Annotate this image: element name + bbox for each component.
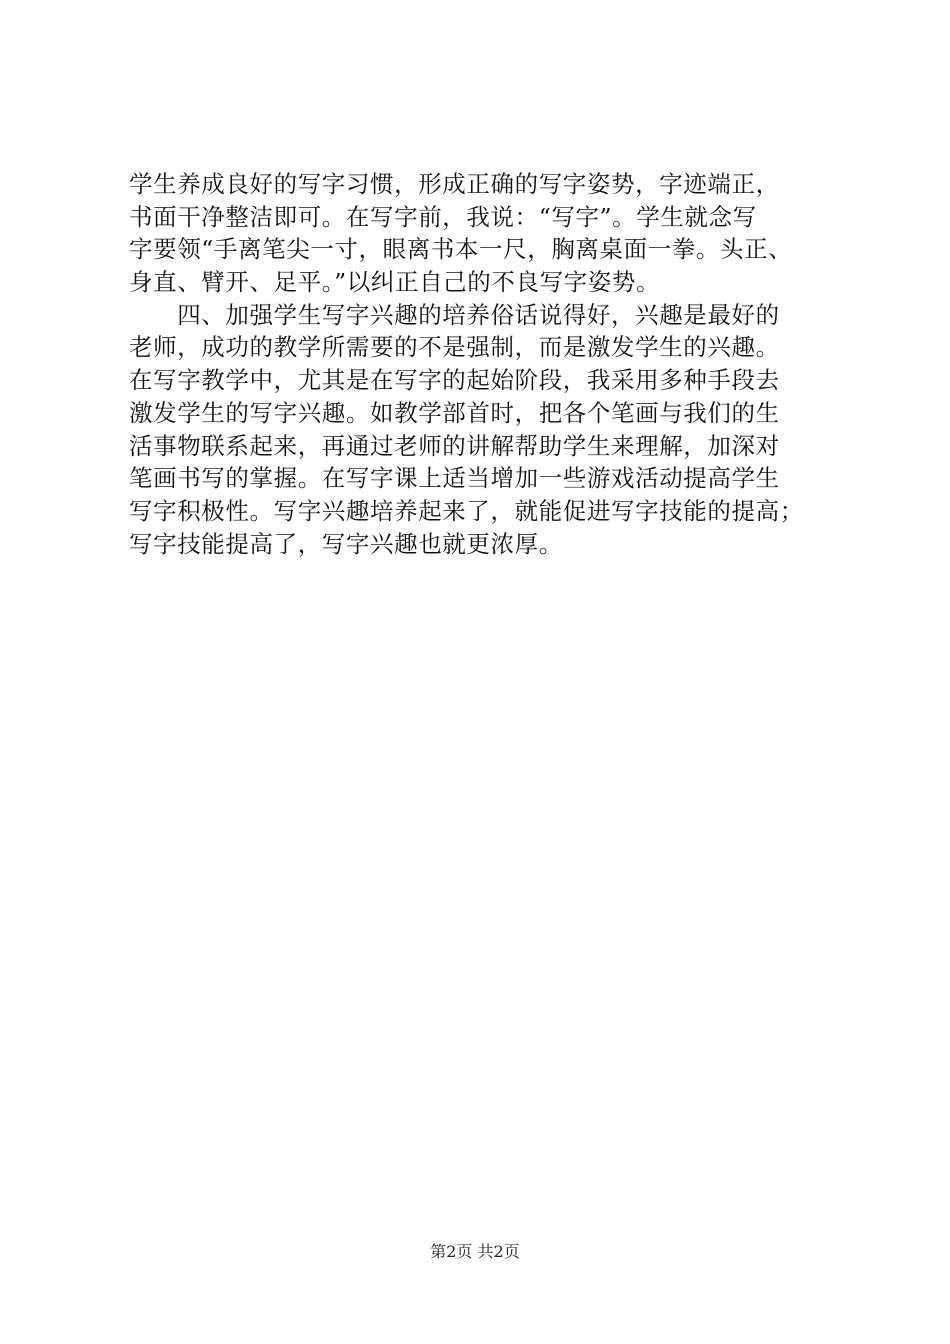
text-line: 老师，成功的教学所需要的不是强制，而是激发学生的兴趣。 bbox=[129, 333, 780, 362]
text-line: 学生养成良好的写字习惯，形成正确的写字姿势，字迹端正， bbox=[129, 170, 780, 198]
text-line: 写字技能提高了，写字兴趣也就更浓厚。 bbox=[129, 529, 563, 558]
text-line: 身直、臂开、足平。”以纠正自己的不良写字姿势。 bbox=[129, 268, 661, 297]
text-line: 字要领“手离笔尖一寸，眼离书本一尺，胸离桌面一拳。头正、 bbox=[129, 235, 793, 264]
paragraph-start-line: 四、加强学生写字兴趣的培养俗话说得好，兴趣是最好的 bbox=[129, 300, 780, 329]
text-line: 写字积极性。写字兴趣培养起来了，就能促进写字技能的提高； bbox=[129, 496, 804, 525]
text-line: 笔画书写的掌握。在写字课上适当增加一些游戏活动提高学生 bbox=[129, 464, 780, 493]
page-footer: 第2页 共2页 bbox=[430, 1242, 520, 1261]
body-text bbox=[129, 168, 859, 560]
text-line: 活事物联系起来，再通过老师的讲解帮助学生来理解，加深对 bbox=[129, 431, 780, 460]
text-line: 书面干净整洁即可。在写字前，我说：“写字”。学生就念写 bbox=[129, 202, 757, 231]
text-line: 在写字教学中，尤其是在写字的起始阶段，我采用多种手段去 bbox=[129, 366, 780, 395]
text-line: 激发学生的写字兴趣。如教学部首时，把各个笔画与我们的生 bbox=[129, 398, 780, 427]
